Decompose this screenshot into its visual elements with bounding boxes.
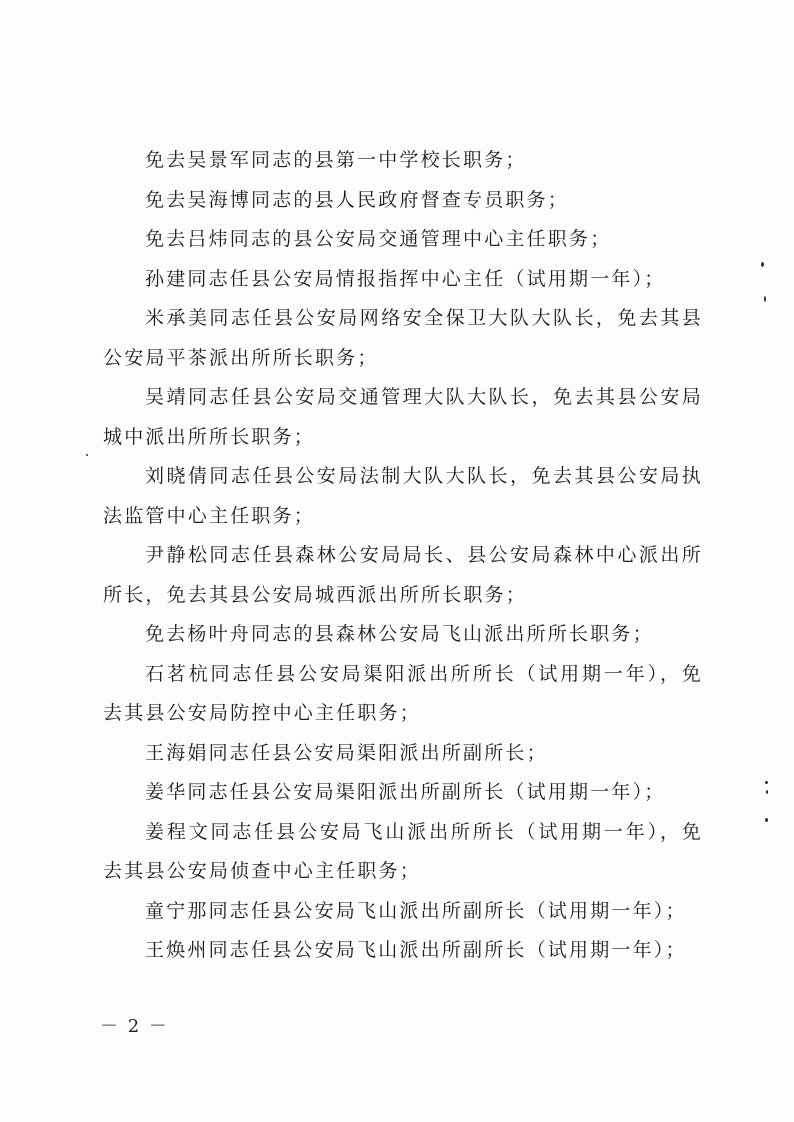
paragraph: 吴靖同志任县公安局交通管理大队大队长，免去其县公安局城中派出所所长职务； [103, 386, 703, 448]
paragraph: 刘晓倩同志任县公安局法制大队大队长，免去其县公安局执法监管中心主任职务； [103, 465, 703, 527]
page-number: － 2 － [100, 1016, 169, 1037]
paragraph: 尹静松同志任县森林公安局局长、县公安局森林中心派出所所长，免去其县公安局城西派出所所长职务； [103, 544, 703, 606]
paragraph: 免去吕炜同志的县公安局交通管理中心主任职务； [145, 228, 612, 250]
scan-speck [761, 262, 764, 267]
scan-speck [766, 790, 768, 794]
paragraph: 石茗杭同志任县公安局渠阳派出所所长（试用期一年），免去其县公安局防控中心主任职务； [103, 662, 703, 724]
paragraph: 童宁那同志任县公安局飞山派出所副所长（试用期一年）； [145, 899, 687, 922]
scan-speck [86, 454, 88, 456]
scan-speck [764, 296, 766, 302]
paragraph: 王焕州同志任县公安局飞山派出所副所长（试用期一年）； [145, 939, 687, 961]
paragraph: 免去吴海博同志的县人民政府督查专员职务； [145, 188, 570, 211]
paragraph: 姜华同志任县公安局渠阳派出所副所长（试用期一年）； [145, 781, 666, 803]
paragraph: 孙建同志任县公安局情报指挥中心主任（试用期一年）； [145, 267, 666, 290]
paragraph: 姜程文同志任县公安局飞山派出所所长（试用期一年），免去其县公安局侦查中心主任职务； [103, 820, 703, 882]
scan-speck [765, 781, 768, 784]
paragraph: 免去吴景军同志的县第一中学校长职务； [145, 149, 527, 171]
scan-speck [765, 818, 768, 822]
paragraph: 王海娟同志任县公安局渠阳派出所副所长； [145, 741, 548, 764]
paragraph: 米承美同志任县公安局网络安全保卫大队大队长，免去其县公安局平茶派出所所长职务； [103, 307, 703, 369]
document-body [103, 141, 703, 971]
paragraph: 免去杨叶舟同志的县森林公安局飞山派出所所长职务； [145, 623, 654, 645]
